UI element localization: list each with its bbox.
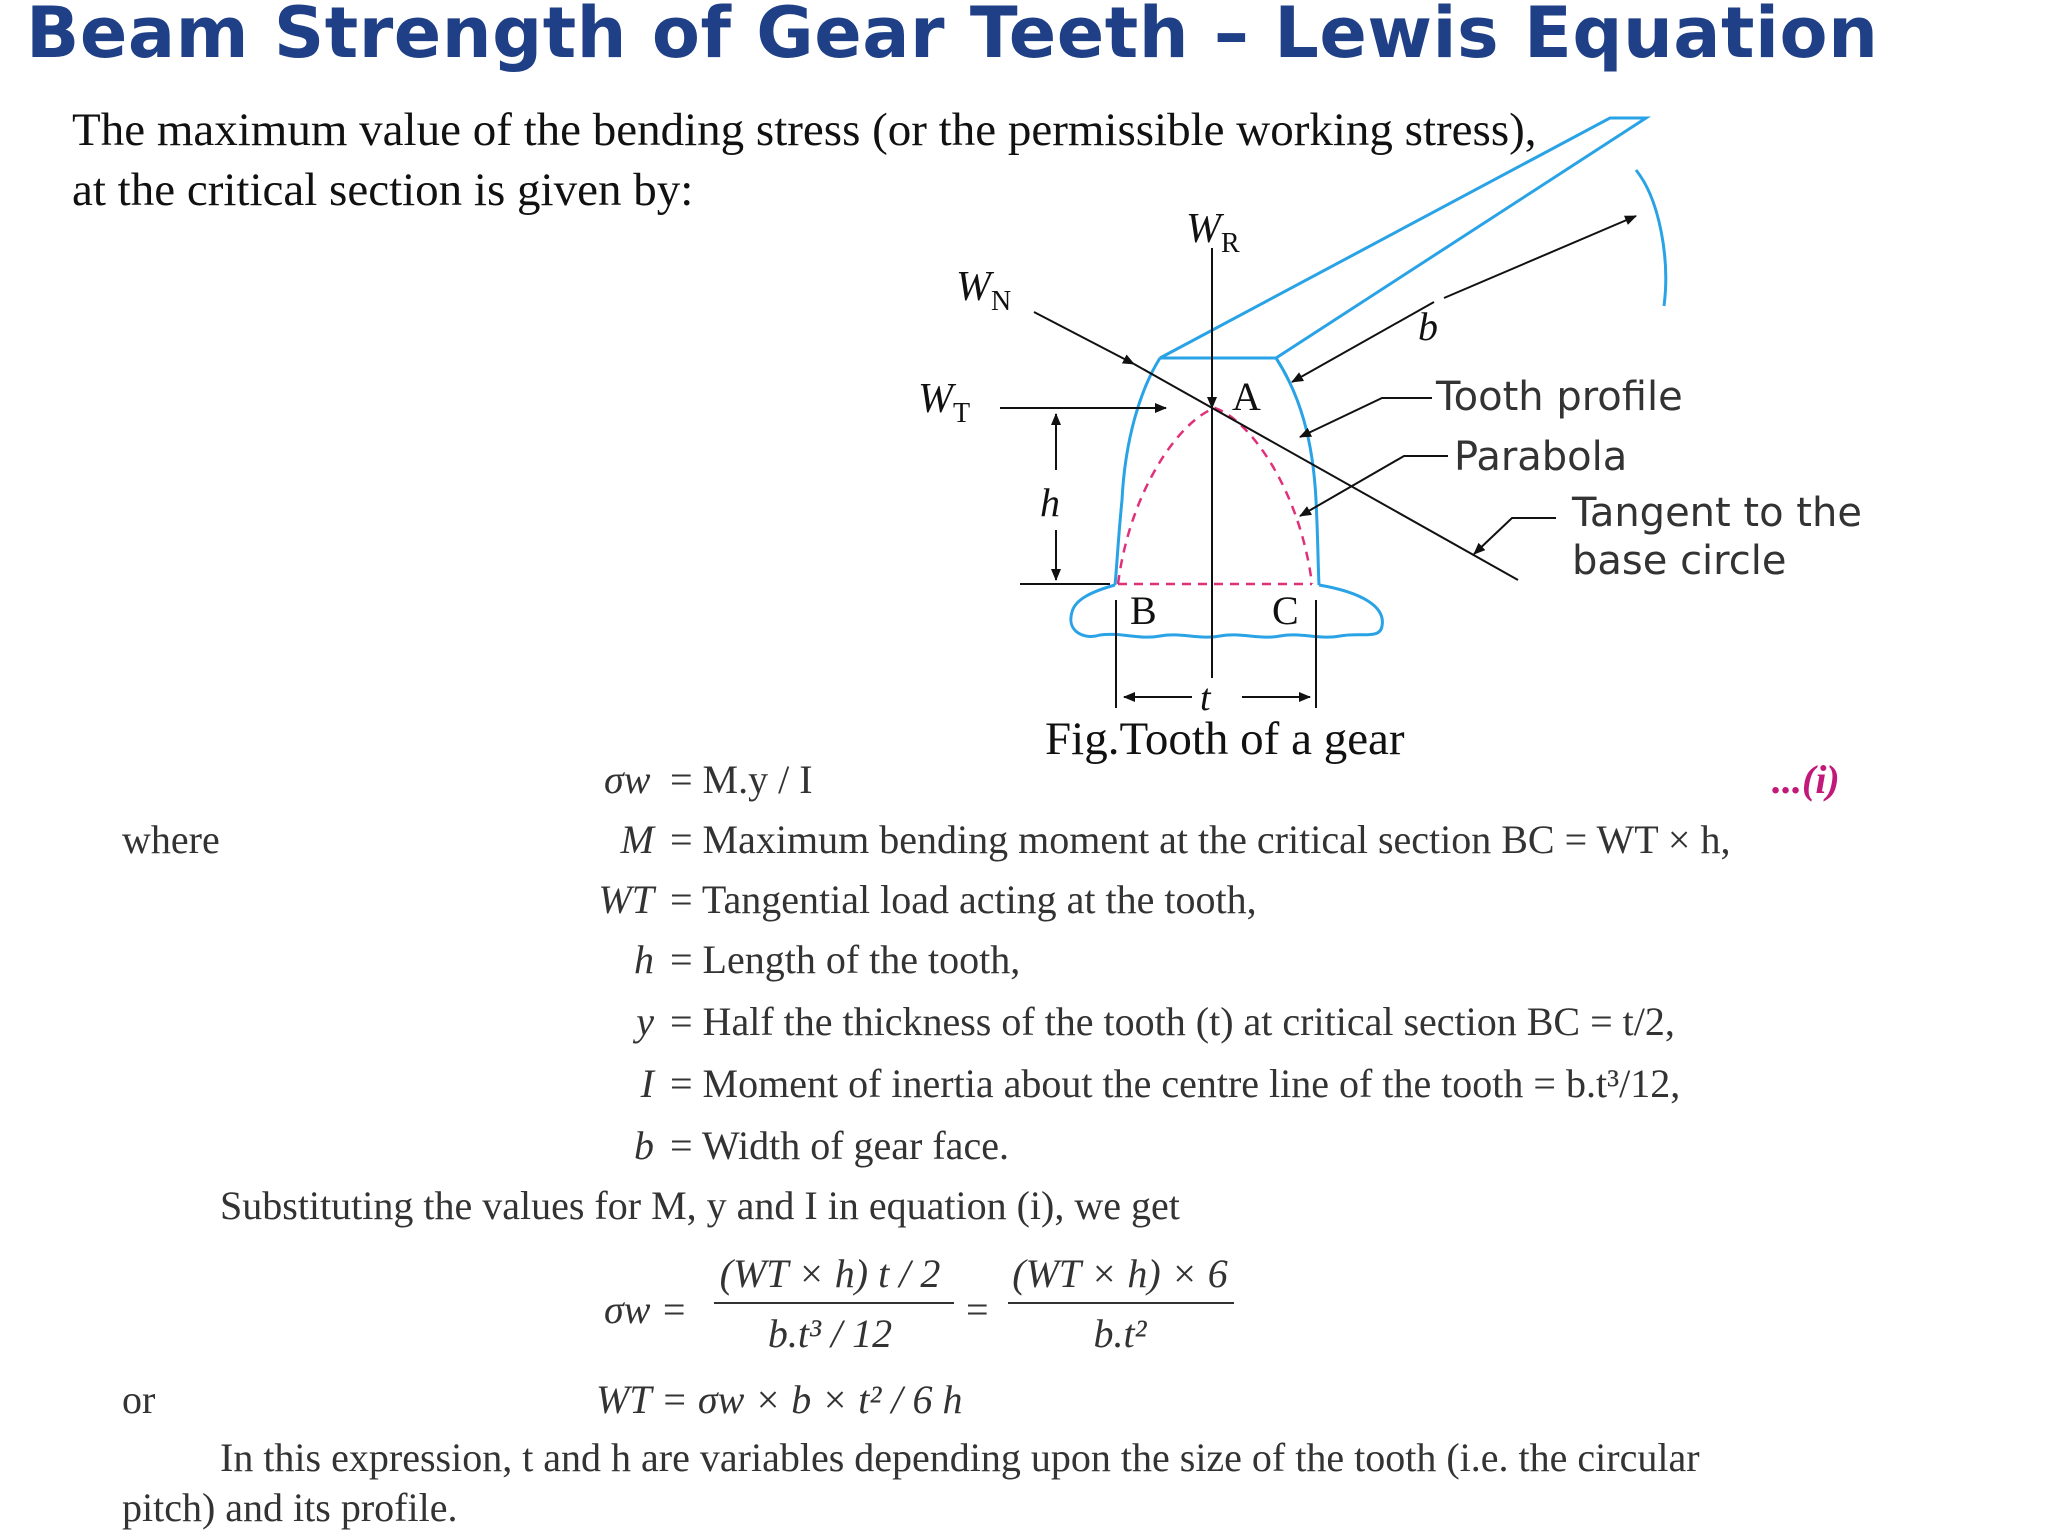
def-sym-i: I <box>640 1061 654 1106</box>
wr-label: $W_R$ <box>1186 206 1240 259</box>
b-label: b <box>1418 304 1438 349</box>
page-title: Beam Strength of Gear Teeth – Lewis Equation <box>26 0 1879 74</box>
closing-line-2: pitch) and its profile. <box>122 1485 458 1530</box>
tangent-label-1: Tangent to the <box>1572 490 1862 536</box>
def-sym-m: M <box>620 817 654 862</box>
eq2-num1: (WT × h) t / 2 <box>719 1251 941 1296</box>
substituting-text: Substituting the values for M, y and I in equation (i), we get <box>220 1183 1180 1228</box>
def-text-b: = Width of gear face. <box>670 1123 1009 1168</box>
eq1-rhs: = M.y / I <box>670 757 813 802</box>
closing-line-1: In this expression, t and h are variables depending upon the size of the tooth (i.e. the circular <box>220 1435 1700 1480</box>
intro-line-2: at the critical section is given by: <box>72 164 694 216</box>
def-text-m: = Maximum bending moment at the critical section BC = WT × h, <box>670 817 1731 862</box>
def-text-i: = Moment of inertia about the centre line of the tooth = b.t³/12, <box>670 1061 1681 1106</box>
h-label: h <box>1040 480 1060 525</box>
eq2-den1: b.t³ / 12 <box>767 1311 893 1356</box>
eq2-fraction-line-2 <box>1008 1302 1234 1304</box>
wn-label: $W_N$ <box>956 264 1012 317</box>
def-text-h: = Length of the tooth, <box>670 937 1021 982</box>
def-sym-wt: WT <box>598 877 654 922</box>
eq2-equals: = <box>966 1287 989 1332</box>
eq2-num2: (WT × h) × 6 <box>1012 1251 1228 1296</box>
def-text-wt: = Tangential load acting at the tooth, <box>670 877 1257 922</box>
point-b-label: B <box>1130 588 1157 633</box>
wt-label: $W_T$ <box>918 376 971 429</box>
eq3: WT = σw × b × t² / 6 h <box>596 1377 963 1422</box>
tooth-profile-label: Tooth profile <box>1436 374 1683 420</box>
eq2-den2: b.t² <box>1093 1311 1147 1356</box>
parabola-label: Parabola <box>1454 434 1628 480</box>
point-a-label: A <box>1232 374 1261 419</box>
or-label: or <box>122 1377 156 1422</box>
intro-line-1: The maximum value of the bending stress (or the permissible working stress), <box>72 104 1537 156</box>
def-text-y: = Half the thickness of the tooth (t) at critical section BC = t/2, <box>670 999 1675 1044</box>
eq1-tag: ...(i) <box>1772 757 1840 802</box>
point-c-label: C <box>1272 588 1299 633</box>
def-sym-h: h <box>634 937 654 982</box>
t-label: t <box>1200 677 1211 719</box>
parabola-curve <box>1118 408 1312 584</box>
eq1-lhs: σw <box>604 757 651 802</box>
eq2-fraction-line-1 <box>714 1302 954 1304</box>
figure-caption: Fig.Tooth of a gear <box>1045 713 1405 765</box>
eq2-lhs: σw = <box>604 1287 688 1332</box>
def-sym-y: y <box>636 999 654 1044</box>
tangent-label-2: base circle <box>1572 538 1787 584</box>
where-label: where <box>122 817 220 862</box>
def-sym-b: b <box>634 1123 654 1168</box>
